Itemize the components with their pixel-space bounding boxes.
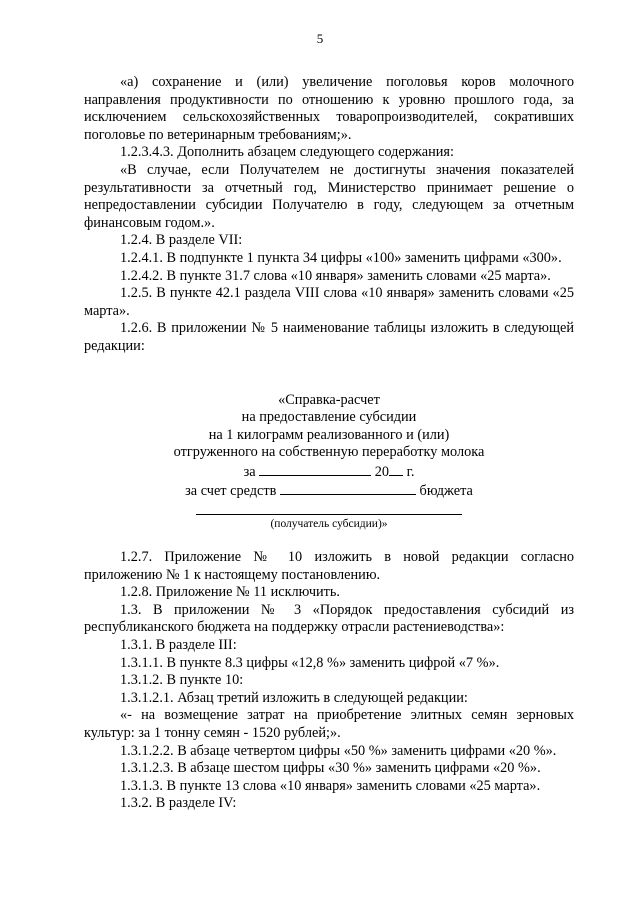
paragraph: 1.3.1.2.2. В абзаце четвертом цифры «50 %» заменить цифрами «20 %».: [120, 742, 557, 759]
period-year: 20: [374, 463, 390, 480]
period-prefix: за: [243, 463, 256, 480]
paragraph: 1.3.1.1. В пункте 8.3 цифры «12,8 %» заменить цифрой «7 %».: [120, 654, 500, 671]
paragraph: 1.2.8. Приложение № 11 исключить.: [120, 584, 341, 601]
paragraph: 1.2.7. Приложение № 10 изложить в новой редакции согласно приложению № 1 к настоящему постановлению.: [84, 549, 574, 583]
paragraph: «В случае, если Получателем не достигнуты значения показателей результативности за отчетный год, Министерство принимает решение о непредоставлении субсидии Получателю в году, следующем за отчетным финансовым годом.».: [84, 161, 574, 231]
year-blank: [389, 462, 403, 476]
paragraph: 1.3.2. В разделе IV:: [120, 795, 237, 812]
budget-suffix: бюджета: [419, 483, 473, 500]
paragraph: 1.2.3.4.3. Дополнить абзацем следующего содержания:: [120, 144, 454, 161]
form-line: на предоставление субсидии: [241, 409, 417, 426]
form-period-line: [84, 462, 574, 482]
form-line: на 1 килограмм реализованного и (или): [208, 426, 450, 443]
paragraph: «- на возмещение затрат на приобретение элитных семян зерновых культур: за 1 тонну семян - 1520 рублей;».: [84, 707, 574, 741]
form-title: «Справка-расчет: [278, 391, 380, 408]
recipient-line: [196, 514, 462, 515]
paragraph: 1.2.5. В пункте 42.1 раздела VIII слова «10 января» заменить словами «25 марта».: [84, 285, 574, 319]
paragraph: 1.3.1. В разделе III:: [120, 637, 237, 654]
paragraph: 1.2.4.2. В пункте 31.7 слова «10 января» заменить словами «25 марта».: [120, 267, 551, 284]
paragraph: 1.2.4.1. В подпункте 1 пункта 34 цифры «100» заменить цифрами «300».: [120, 249, 562, 266]
budget-prefix: за счет средств: [185, 483, 277, 500]
paragraph: 1.3.1.3. В пункте 13 слова «10 января» заменить словами «25 марта».: [120, 777, 541, 794]
form-budget-line: [84, 481, 574, 501]
recipient-caption: (получатель субсидии)»: [270, 518, 388, 531]
period-suffix: г.: [406, 463, 415, 480]
paragraph: 1.2.4. В разделе VII:: [120, 232, 243, 249]
paragraph: 1.3.1.2.3. В абзаце шестом цифры «30 %» заменить цифрами «20 %».: [120, 760, 541, 777]
paragraph: 1.2.6. В приложении № 5 наименование таблицы изложить в следующей редакции:: [84, 320, 574, 354]
paragraph: 1.3. В приложении № 3 «Порядок предоставления субсидий из республиканского бюджета на поддержку отрасли растениеводства»:: [84, 601, 574, 636]
form-title-block: [84, 392, 574, 532]
budget-blank: [280, 481, 416, 495]
document-body: [84, 74, 574, 813]
paragraph: 1.3.1.2. В пункте 10:: [120, 672, 244, 689]
paragraph: 1.3.1.2.1. Абзац третий изложить в следующей редакции:: [120, 689, 468, 706]
period-blank: [259, 462, 371, 476]
form-line: отгруженного на собственную переработку молока: [173, 444, 485, 461]
page-number: 5: [316, 31, 324, 46]
paragraph: «а) сохранение и (или) увеличение поголовья коров молочного направления продуктивности по отношению к уровню прошлого года, за исключением сельскохозяйственных товаропроизводителей, сокративших поголовье по ветеринарным требованиям;».: [84, 74, 574, 143]
